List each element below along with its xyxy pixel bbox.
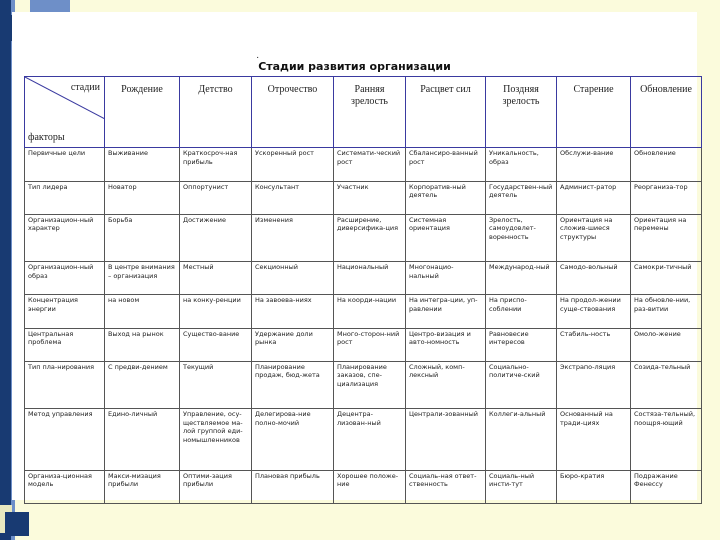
table-cell: Ориентация на перемены	[631, 214, 702, 261]
table-cell: Самодо-вольный	[557, 262, 631, 295]
table-cell: Социально-политиче-ский	[486, 361, 557, 408]
table-cell: Корпоратив-ный деятель	[406, 181, 486, 214]
table-cell: Основанный на тради-циях	[557, 409, 631, 470]
stage-header: Старение	[557, 77, 631, 148]
table-cell: Оптими-зация прибыли	[180, 470, 252, 503]
table-cell: Много-сторон-ний рост	[334, 328, 406, 361]
table-body	[25, 148, 702, 504]
table-cell: Управление, осу-ществляемое ма-лой группой еди-номышленников	[180, 409, 252, 470]
corner-label-factors: факторы	[28, 132, 65, 144]
table-cell: Коллеги-альный	[486, 409, 557, 470]
table-cell: Ускоренный рост	[252, 148, 334, 181]
table-cell: Борьба	[105, 214, 180, 261]
table-cell: Социаль-ная ответ-ственность	[406, 470, 486, 503]
factor-cell: Организа-ционная модель	[25, 470, 105, 503]
table-cell: Сложный, комп-лексный	[406, 361, 486, 408]
table-cell: Оппортунист	[180, 181, 252, 214]
table-cell: Системная ориентация	[406, 214, 486, 261]
table-cell: на новом	[105, 295, 180, 328]
left-accent-bar	[0, 0, 11, 540]
table-cell: Расширение, диверсифика-ция	[334, 214, 406, 261]
table-cell: Бюро-кратия	[557, 470, 631, 503]
table-cell: Выживание	[105, 148, 180, 181]
table-cell: На завоева-ниях	[252, 295, 334, 328]
stage-header: Обновление	[631, 77, 702, 148]
corner-label-stages: стадии	[70, 82, 100, 93]
table-cell: Центро-визация и авто-номность	[406, 328, 486, 361]
table-cell: Зрелость, самоудовлет-воренность	[486, 214, 557, 261]
table-cell: На обновле-нии, раз-витии	[631, 295, 702, 328]
table-cell: Обновление	[631, 148, 702, 181]
table-cell: Новатор	[105, 181, 180, 214]
decor-square	[30, 0, 70, 12]
table-cell: Консультант	[252, 181, 334, 214]
factor-cell: Организацион-ный образ	[25, 262, 105, 295]
table-cell: Админист-ратор	[557, 181, 631, 214]
table-cell: С предви-дением	[105, 361, 180, 408]
table-cell: Выход на рынок	[105, 328, 180, 361]
document-page	[12, 12, 697, 500]
table-cell: Краткосроч-ная прибыль	[180, 148, 252, 181]
table-cell: Национальный	[334, 262, 406, 295]
table-cell: Экстрапо-ляция	[557, 361, 631, 408]
table-cell: Равновесие интересов	[486, 328, 557, 361]
header-corner-cell	[25, 77, 105, 148]
table-cell: Изменения	[252, 214, 334, 261]
stage-header: Отрочество	[252, 77, 334, 148]
table-cell: Социаль-ный инсти-тут	[486, 470, 557, 503]
table-cell: Самокри-тичный	[631, 262, 702, 295]
stage-header: Рождение	[105, 77, 180, 148]
stages-table	[24, 76, 702, 504]
table-row	[25, 409, 702, 470]
factor-cell: Тип пла-нирования	[25, 361, 105, 408]
table-cell: В центре внимания – организация	[105, 262, 180, 295]
table-cell: Централи-зованный	[406, 409, 486, 470]
table-row	[25, 470, 702, 503]
table-cell: Хорошее положе-ние	[334, 470, 406, 503]
table-cell: Местный	[180, 262, 252, 295]
decor-square	[5, 512, 29, 536]
table-row	[25, 148, 702, 181]
table-cell: Достижение	[180, 214, 252, 261]
table-cell: Секционный	[252, 262, 334, 295]
table-cell: Обслужи-вание	[557, 148, 631, 181]
table-row	[25, 295, 702, 328]
table-row	[25, 262, 702, 295]
table-cell: на конку-ренции	[180, 295, 252, 328]
table-cell: Существо-вание	[180, 328, 252, 361]
table-cell: Участник	[334, 181, 406, 214]
table-cell: Едино-личный	[105, 409, 180, 470]
table-cell: Стабиль-ность	[557, 328, 631, 361]
table-cell: На коорди-нации	[334, 295, 406, 328]
table-cell: Макси-мизация прибыли	[105, 470, 180, 503]
table-cell: Уникальность, образ	[486, 148, 557, 181]
table-cell: Омоло-жение	[631, 328, 702, 361]
table-cell: На продол-жении суще-ствования	[557, 295, 631, 328]
table-cell: Международ-ный	[486, 262, 557, 295]
factor-cell: Первичные цели	[25, 148, 105, 181]
table-cell: Реорганиза-тор	[631, 181, 702, 214]
table-cell: Созида-тельный	[631, 361, 702, 408]
table-cell: Многонацио-нальный	[406, 262, 486, 295]
table-cell: Ориентация на сложив-шиеся структуры	[557, 214, 631, 261]
table-cell: Системати-ческий рост	[334, 148, 406, 181]
table-cell: Текущий	[180, 361, 252, 408]
table-cell: Делегирова-ние полно-мочий	[252, 409, 334, 470]
stage-header: Ранняя зрелость	[334, 77, 406, 148]
factor-cell: Организацион-ный характер	[25, 214, 105, 261]
factor-cell: Центральная проблема	[25, 328, 105, 361]
table-cell: Планирование заказов, спе-циализация	[334, 361, 406, 408]
factor-cell: Метод управления	[25, 409, 105, 470]
factor-cell: Тип лидера	[25, 181, 105, 214]
stray-mark: ·	[256, 52, 260, 63]
table-cell: Удержание доли рынка	[252, 328, 334, 361]
table-cell: Децентра-лизован-ный	[334, 409, 406, 470]
table-cell: Сбалансиро-ванный рост	[406, 148, 486, 181]
table-cell: На интегра-ции, уп-равлении	[406, 295, 486, 328]
table-cell: Состяза-тельный, поощря-ющий	[631, 409, 702, 470]
stage-header: Поздняя зрелость	[486, 77, 557, 148]
table-header-row	[25, 77, 702, 148]
page-title: Стадии развития организации	[258, 60, 451, 73]
table-cell: На приспо-соблении	[486, 295, 557, 328]
table-cell: Плановая прибыль	[252, 470, 334, 503]
table-row	[25, 214, 702, 261]
table-cell: Государствен-ный деятель	[486, 181, 557, 214]
table-row	[25, 328, 702, 361]
table-row	[25, 361, 702, 408]
table-row	[25, 181, 702, 214]
table-cell: Планирование продаж, бюд-жета	[252, 361, 334, 408]
stage-header: Расцвет сил	[406, 77, 486, 148]
stage-header: Детство	[180, 77, 252, 148]
table-cell: Подражание Фенессу	[631, 470, 702, 503]
factor-cell: Концентрация энергии	[25, 295, 105, 328]
